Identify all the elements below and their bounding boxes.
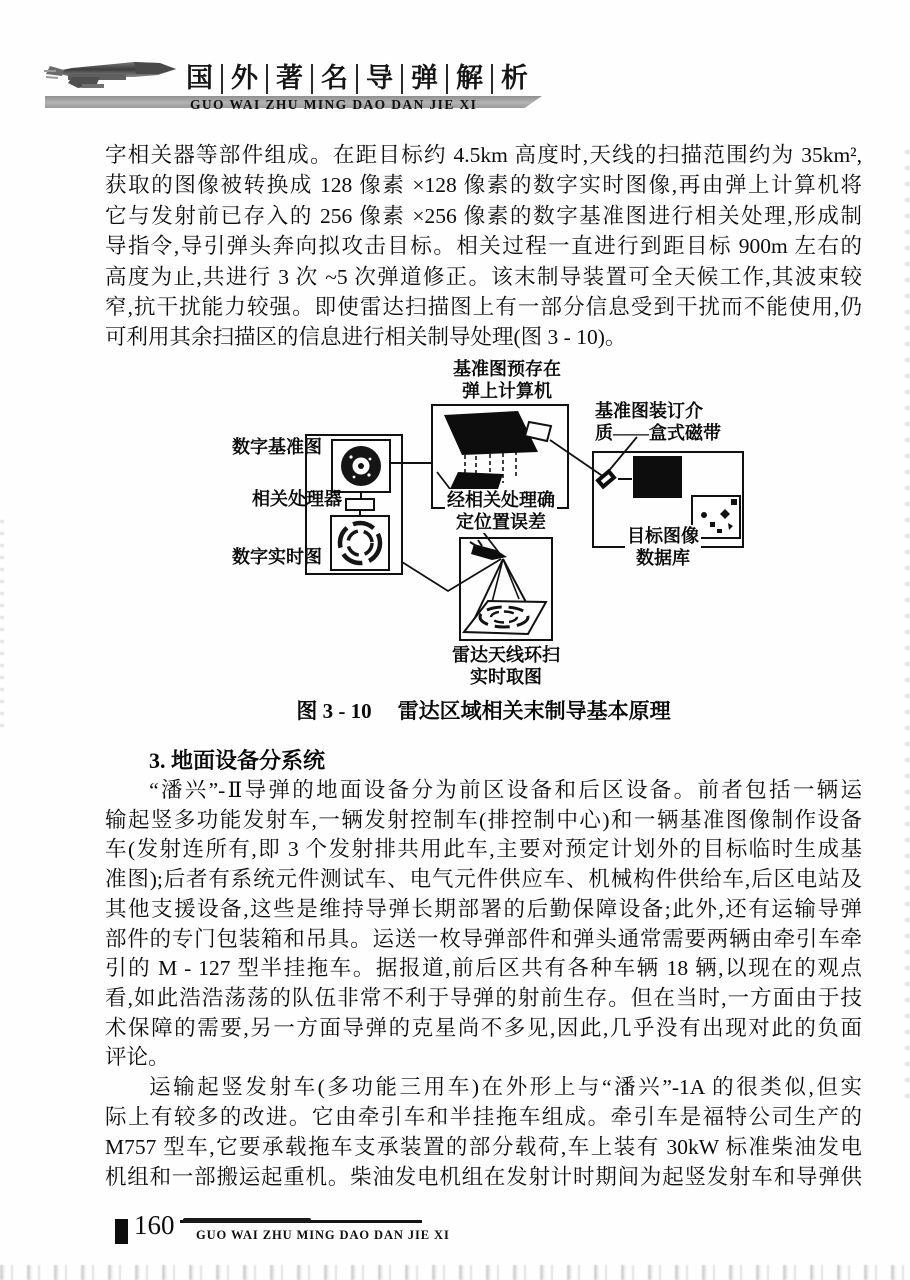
missile-logo-icon	[42, 50, 182, 102]
text-line: 高度为止,共进行 3 次 ~5 次弹道修正。该末制导装置可全天候工作,其波束较	[105, 264, 862, 289]
text-line: 机组和一部搬运起重机。柴油发电机组在发射计时期间为起竖发射车和导弹供	[105, 1165, 862, 1189]
header-subtitle: GUO WAI ZHU MING DAO DAN JIE XI	[190, 97, 478, 112]
text-line: 车(发射连所有,即 3 个发射排共用此车,主要对预定计划外的目标临时生成基	[105, 837, 862, 862]
paragraph-3	[105, 1072, 862, 1192]
label-cassette-medium: 基准图装订介 质——盒式磁带	[595, 401, 721, 443]
label-position-error: 经相关处理确 定位置误差	[447, 490, 555, 532]
scan-noise-bottom	[0, 1265, 910, 1280]
text-line: 字相关器等部件组成。在距目标约 4.5km 高度时,天线的扫描范围约为 35km²,	[105, 143, 862, 167]
text-line: 输起竖多功能发射车,一辆发射控制车(排控制中心)和一辆基准图像制作设备	[105, 807, 862, 832]
text-line: 评论。	[105, 1045, 170, 1070]
book-title	[186, 62, 528, 96]
section-heading: 3. 地面设备分系统	[149, 748, 326, 773]
book-title-char: 弹	[401, 64, 438, 94]
text-line: M757 型车,它要承载拖车支承装置的部分载荷,车上装有 30kW 标准柴油发电	[105, 1135, 862, 1159]
book-title-char: 解	[446, 64, 483, 94]
text-line: 窄,抗干扰能力较强。即使雷达扫描图上有一部分信息受到干扰而不能使用,仍	[105, 295, 862, 320]
label-digital-reference-map: 数字基准图	[232, 437, 322, 457]
figure-3-10-diagram	[220, 358, 765, 703]
book-title-char: 名	[311, 64, 348, 94]
text-line: 引的 M - 127 型半挂拖车。据报道,前后区共有各种车辆 18 辆,以现在的观点	[105, 956, 862, 981]
page-number: 160	[134, 1210, 175, 1240]
text-line: “潘兴”-Ⅱ导弹的地面设备分为前区设备和后区设备。前者包括一辆运	[149, 778, 862, 802]
figure-caption	[105, 695, 862, 725]
text-line: 运输起竖发射车(多功能三用车)在外形上与“潘兴”-1A 的很类似,但实	[149, 1075, 862, 1099]
scan-noise-left	[0, 520, 4, 730]
paragraph-1	[105, 140, 862, 353]
book-title-char: 国	[186, 63, 213, 94]
text-line: 术保障的需要,另一方面导弹的克星尚不多见,因此,几乎没有出现对此的负面	[105, 1015, 862, 1040]
footer-rule-smudge	[183, 1218, 311, 1223]
text-line: 际上有较多的改进。它由牵引车和半挂拖车组成。牵引车是福特公司生产的	[105, 1105, 862, 1129]
text-line: 准图);后者有系统元件测试车、电气元件供应车、机械构件供给车,后区电站及	[105, 867, 862, 892]
figure-caption-number: 图 3 - 10	[296, 699, 372, 723]
paragraph-2	[105, 776, 862, 1073]
reference-map-plane	[444, 411, 538, 455]
book-title-char: 析	[491, 64, 528, 94]
label-target-database: 目标图像 数据库	[627, 526, 699, 568]
book-title-char: 导	[356, 64, 393, 94]
cassette-icon	[595, 469, 617, 490]
stored-image-square	[633, 456, 682, 498]
label-radar-scan: 雷达天线环扫 实时取图	[452, 645, 560, 687]
label-onboard-computer: 基准图预存在 弹上计算机	[453, 359, 561, 401]
footer-running-title: GUO WAI ZHU MING DAO DAN JIE XI	[196, 1228, 450, 1242]
figure-caption-text: 雷达区域相关末制导基本原理	[397, 699, 671, 723]
text-line: 看,如此浩浩荡荡的队伍非常不利于导弹的射前生存。但在当时,一方面由于技	[105, 985, 862, 1010]
book-title-char: 著	[266, 64, 303, 94]
footer-page-marker	[115, 1219, 128, 1244]
text-line: 获取的图像被转换成 128 像素 ×128 像素的数字实时图像,再由弹上计算机将	[105, 173, 862, 198]
text-line: 可利用其余扫描区的信息进行相关制导处理(图 3 - 10)。	[105, 325, 627, 350]
book-title-char: 外	[221, 64, 258, 94]
text-line: 其他支援设备,这些是维持导弹长期部署的后勤保障设备;此外,还有运输导弹	[105, 896, 862, 921]
correlator-box	[346, 499, 374, 510]
missile-icon	[470, 540, 507, 560]
text-line: 部件的专门包装箱和吊具。运送一枚导弹部件和弹头通常需要两辆由牵引车牵	[105, 926, 862, 951]
text-line: 导指令,导引弹头奔向拟攻击目标。相关过程一直进行到距目标 900m 左右的	[105, 234, 862, 259]
label-correlator: 相关处理器	[252, 489, 342, 509]
label-digital-realtime-map: 数字实时图	[232, 547, 322, 567]
scan-noise-right	[905, 150, 910, 1110]
text-line: 它与发射前已存入的 256 像素 ×256 像素的数字基准图进行相关处理,形成制	[105, 203, 862, 228]
ground-plane	[464, 601, 546, 634]
